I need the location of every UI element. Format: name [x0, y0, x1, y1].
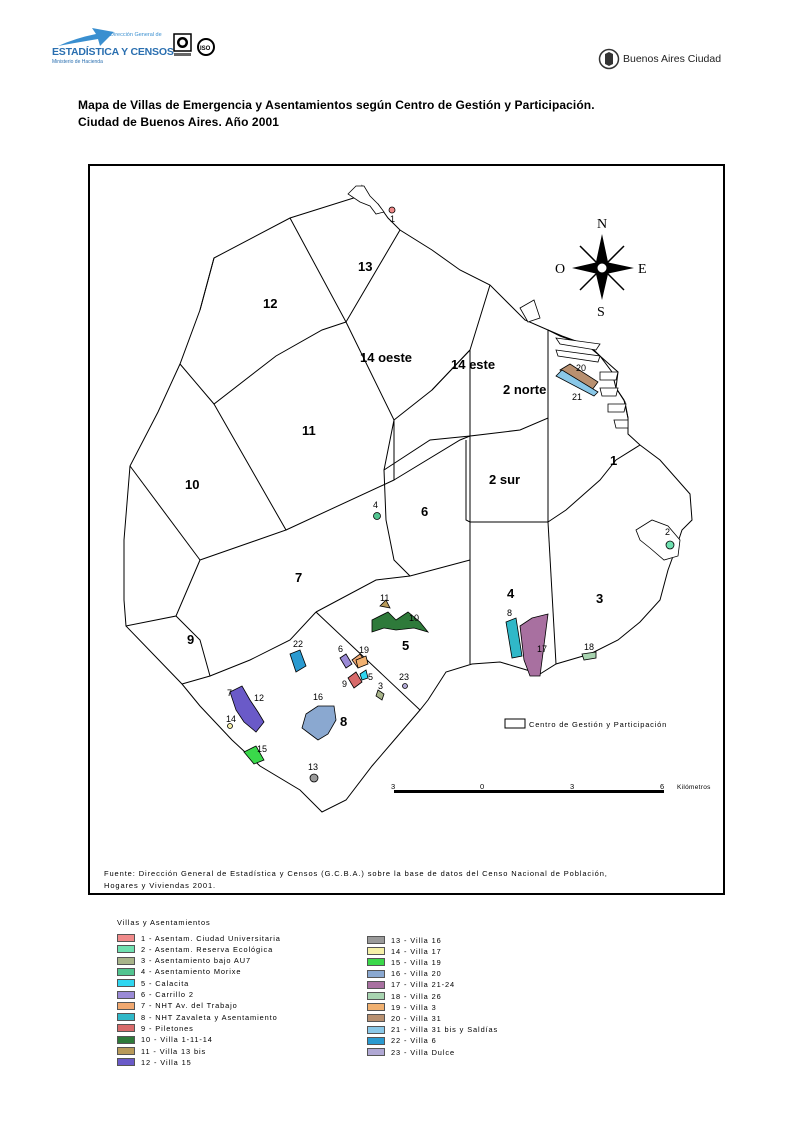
legend-item-2 [117, 944, 273, 954]
legend-item-6 [117, 990, 194, 1000]
legend-item-7 [117, 1001, 238, 1011]
zone-label-10: 10 [185, 477, 200, 492]
iram-seal-icon [196, 38, 220, 61]
legend-label-14: 14 - Villa 17 [391, 946, 442, 956]
settlement-label-11: 11 [380, 593, 390, 603]
legend-item-18 [367, 991, 442, 1001]
settlement-label-7: 7 [227, 688, 233, 698]
legend-item-23 [367, 1047, 455, 1057]
source-note [104, 868, 608, 892]
legend-swatch-9 [117, 1024, 135, 1032]
zone-label-2-norte: 2 norte [503, 382, 547, 397]
legend-label-12: 12 - Villa 15 [141, 1057, 192, 1067]
legend-swatch-11 [117, 1047, 135, 1055]
legend-item-20 [367, 1013, 442, 1023]
settlement-label-23: 23 [399, 672, 410, 682]
zone-label-9: 9 [187, 632, 195, 647]
compass-n: N [597, 217, 608, 232]
settlement-label-2: 2 [665, 527, 671, 537]
compass-s: S [597, 305, 605, 320]
legend-label-16: 16 - Villa 20 [391, 969, 442, 979]
zone-label-1: 1 [610, 453, 618, 468]
agency-line1: Dirección General de [110, 32, 162, 38]
legend-label-23: 23 - Villa Dulce [391, 1047, 455, 1057]
legend-swatch-2 [117, 945, 135, 953]
agency-line2: ESTADÍSTICA Y CENSOS [52, 46, 174, 58]
legend-swatch-5 [117, 979, 135, 987]
zone-label-8: 8 [340, 714, 348, 729]
legend-swatch-12 [117, 1058, 135, 1066]
legend-swatch-1 [117, 934, 135, 942]
compass-rose-icon [555, 217, 647, 320]
settlement-label-12: 12 [254, 693, 265, 703]
legend-item-11 [117, 1046, 206, 1056]
legend-swatch-4 [117, 968, 135, 976]
settlement-label-19: 19 [359, 645, 370, 655]
legend-item-4 [117, 967, 241, 977]
legend-label-2: 2 - Asentam. Reserva Ecológica [141, 944, 274, 954]
zone-label-2-sur: 2 sur [489, 472, 521, 487]
compass-o: O [555, 262, 566, 277]
settlement-label-18: 18 [584, 642, 595, 652]
legend-item-22 [367, 1036, 437, 1046]
settlement-label-20: 20 [576, 363, 587, 373]
legend-item-9 [117, 1023, 194, 1033]
settlement-23[interactable] [403, 684, 408, 689]
settlement-2[interactable] [666, 541, 674, 549]
legend-item-14 [367, 946, 442, 956]
legend-label-20: 20 - Villa 31 [391, 1013, 442, 1023]
legend-label-19: 19 - Villa 3 [391, 1002, 437, 1012]
legend-item-19 [367, 1002, 437, 1012]
legend-swatch-23 [367, 1048, 385, 1056]
settlement-label-22: 22 [293, 639, 304, 649]
settlement-label-5: 5 [368, 672, 374, 682]
scale-label-2: 3 [570, 782, 575, 791]
legend-item-12 [117, 1057, 192, 1067]
svg-text:ISO: ISO [200, 46, 211, 52]
zone-label-4: 4 [507, 586, 515, 601]
legend-label-7: 7 - NHT Av. del Trabajo [141, 1001, 238, 1011]
settlement-label-1: 1 [390, 214, 396, 224]
legend-item-5 [117, 978, 189, 988]
zone-label-5: 5 [402, 638, 410, 653]
city-outline [124, 186, 692, 812]
settlement-label-6: 6 [338, 644, 344, 654]
legend-label-22: 22 - Villa 6 [391, 1036, 437, 1046]
settlement-label-3: 3 [378, 681, 384, 691]
legend-label-13: 13 - Villa 16 [391, 935, 442, 945]
legend-item-16 [367, 969, 442, 979]
zone-label-14-oeste: 14 oeste [360, 350, 413, 365]
settlement-label-17: 17 [537, 644, 548, 654]
zone-label-12: 12 [263, 296, 278, 311]
legend-swatch-10 [117, 1036, 135, 1044]
box-legend-label: Centro de Gestión y Participación [529, 720, 668, 729]
zone-label-13: 13 [358, 259, 373, 274]
legend-swatch-14 [367, 947, 385, 955]
agency-line3: Ministerio de Hacienda [52, 59, 103, 65]
source-line2: Hogares y Viviendas 2001. [104, 881, 217, 890]
legend-item-13 [367, 935, 442, 945]
settlement-13[interactable] [310, 774, 318, 782]
settlement-label-4: 4 [373, 500, 379, 510]
legend-label-8: 8 - NHT Zavaleta y Asentamiento [141, 1012, 278, 1022]
settlement-label-8: 8 [507, 608, 513, 618]
settlement-label-15: 15 [257, 744, 268, 754]
settlement-label-10: 10 [409, 613, 420, 623]
legend-swatch-21 [367, 1026, 385, 1034]
legend-item-8 [117, 1012, 278, 1022]
settlement-14[interactable] [228, 724, 233, 729]
settlement-label-9: 9 [342, 679, 348, 689]
scale-label-1: 0 [480, 782, 485, 791]
brand-name: Buenos Aires Ciudad [623, 53, 722, 65]
zone-label-3: 3 [596, 591, 604, 606]
legend-swatch-17 [367, 981, 385, 989]
title-line2: Ciudad de Buenos Aires. Año 2001 [78, 115, 280, 129]
legend-swatch-7 [117, 1002, 135, 1010]
legend-swatch-8 [117, 1013, 135, 1021]
legend-swatch-13 [367, 936, 385, 944]
iso-seal-icon [173, 33, 193, 53]
zone-label-7: 7 [295, 570, 303, 585]
page-title [78, 97, 595, 131]
legend-label-3: 3 - Asentamiento bajo AU7 [141, 956, 252, 966]
source-line1: Fuente: Dirección General de Estadística y Censos (G.C.B.A.) sobre la base de datos del Censo Nacional de Población, [104, 869, 608, 878]
settlement-1[interactable] [389, 207, 395, 213]
legend-label-17: 17 - Villa 21-24 [391, 980, 455, 990]
legend-swatch-6 [117, 991, 135, 999]
settlement-label-16: 16 [313, 692, 324, 702]
zone-label-14-este: 14 este [451, 357, 496, 372]
legend-swatch-19 [367, 1003, 385, 1011]
legend-swatch-20 [367, 1014, 385, 1022]
scale-unit: Kilómetros [677, 784, 711, 791]
legend-swatch-18 [367, 992, 385, 1000]
legend-swatch-22 [367, 1037, 385, 1045]
legend-label-15: 15 - Villa 19 [391, 957, 442, 967]
zone-label-6: 6 [421, 504, 429, 519]
settlement-label-14: 14 [226, 714, 237, 724]
legend-label-18: 18 - Villa 26 [391, 991, 442, 1001]
legend-swatch-16 [367, 970, 385, 978]
legend-label-9: 9 - Piletones [141, 1023, 194, 1033]
box-legend-swatch [505, 719, 525, 728]
legend [117, 918, 211, 927]
logo-arrow-icon [56, 26, 116, 48]
map [88, 164, 725, 895]
legend-label-5: 5 - Calacita [141, 978, 190, 988]
legend-label-11: 11 - Villa 13 bis [141, 1046, 207, 1056]
compass-e: E [638, 262, 647, 277]
scale-label-0: 3 [391, 782, 396, 791]
legend-item-15 [367, 957, 442, 967]
settlement-label-13: 13 [308, 762, 319, 772]
legend-item-17 [367, 980, 455, 990]
legend-label-4: 4 - Asentamiento Morixe [141, 967, 242, 977]
legend-label-1: 1 - Asentam. Ciudad Universitaria [141, 933, 281, 943]
scale-label-3: 6 [660, 782, 665, 791]
legend-item-10 [117, 1035, 213, 1045]
legend-item-1 [117, 933, 281, 943]
legend-title: Villas y Asentamientos [117, 918, 211, 927]
legend-label-21: 21 - Villa 31 bis y Saldías [391, 1025, 499, 1035]
zone-label-11: 11 [302, 423, 316, 438]
city-emblem-icon [598, 48, 620, 70]
scale-bar [391, 782, 711, 793]
settlement-4[interactable] [374, 513, 381, 520]
legend-label-10: 10 - Villa 1-11-14 [141, 1035, 213, 1045]
settlement-label-21: 21 [572, 392, 583, 402]
legend-swatch-3 [117, 957, 135, 965]
title-line1: Mapa de Villas de Emergencia y Asentamientos según Centro de Gestión y Participación. [78, 98, 595, 112]
legend-item-3 [117, 956, 251, 966]
legend-swatch-15 [367, 958, 385, 966]
legend-item-21 [367, 1025, 498, 1035]
legend-label-6: 6 - Carrillo 2 [141, 990, 194, 999]
